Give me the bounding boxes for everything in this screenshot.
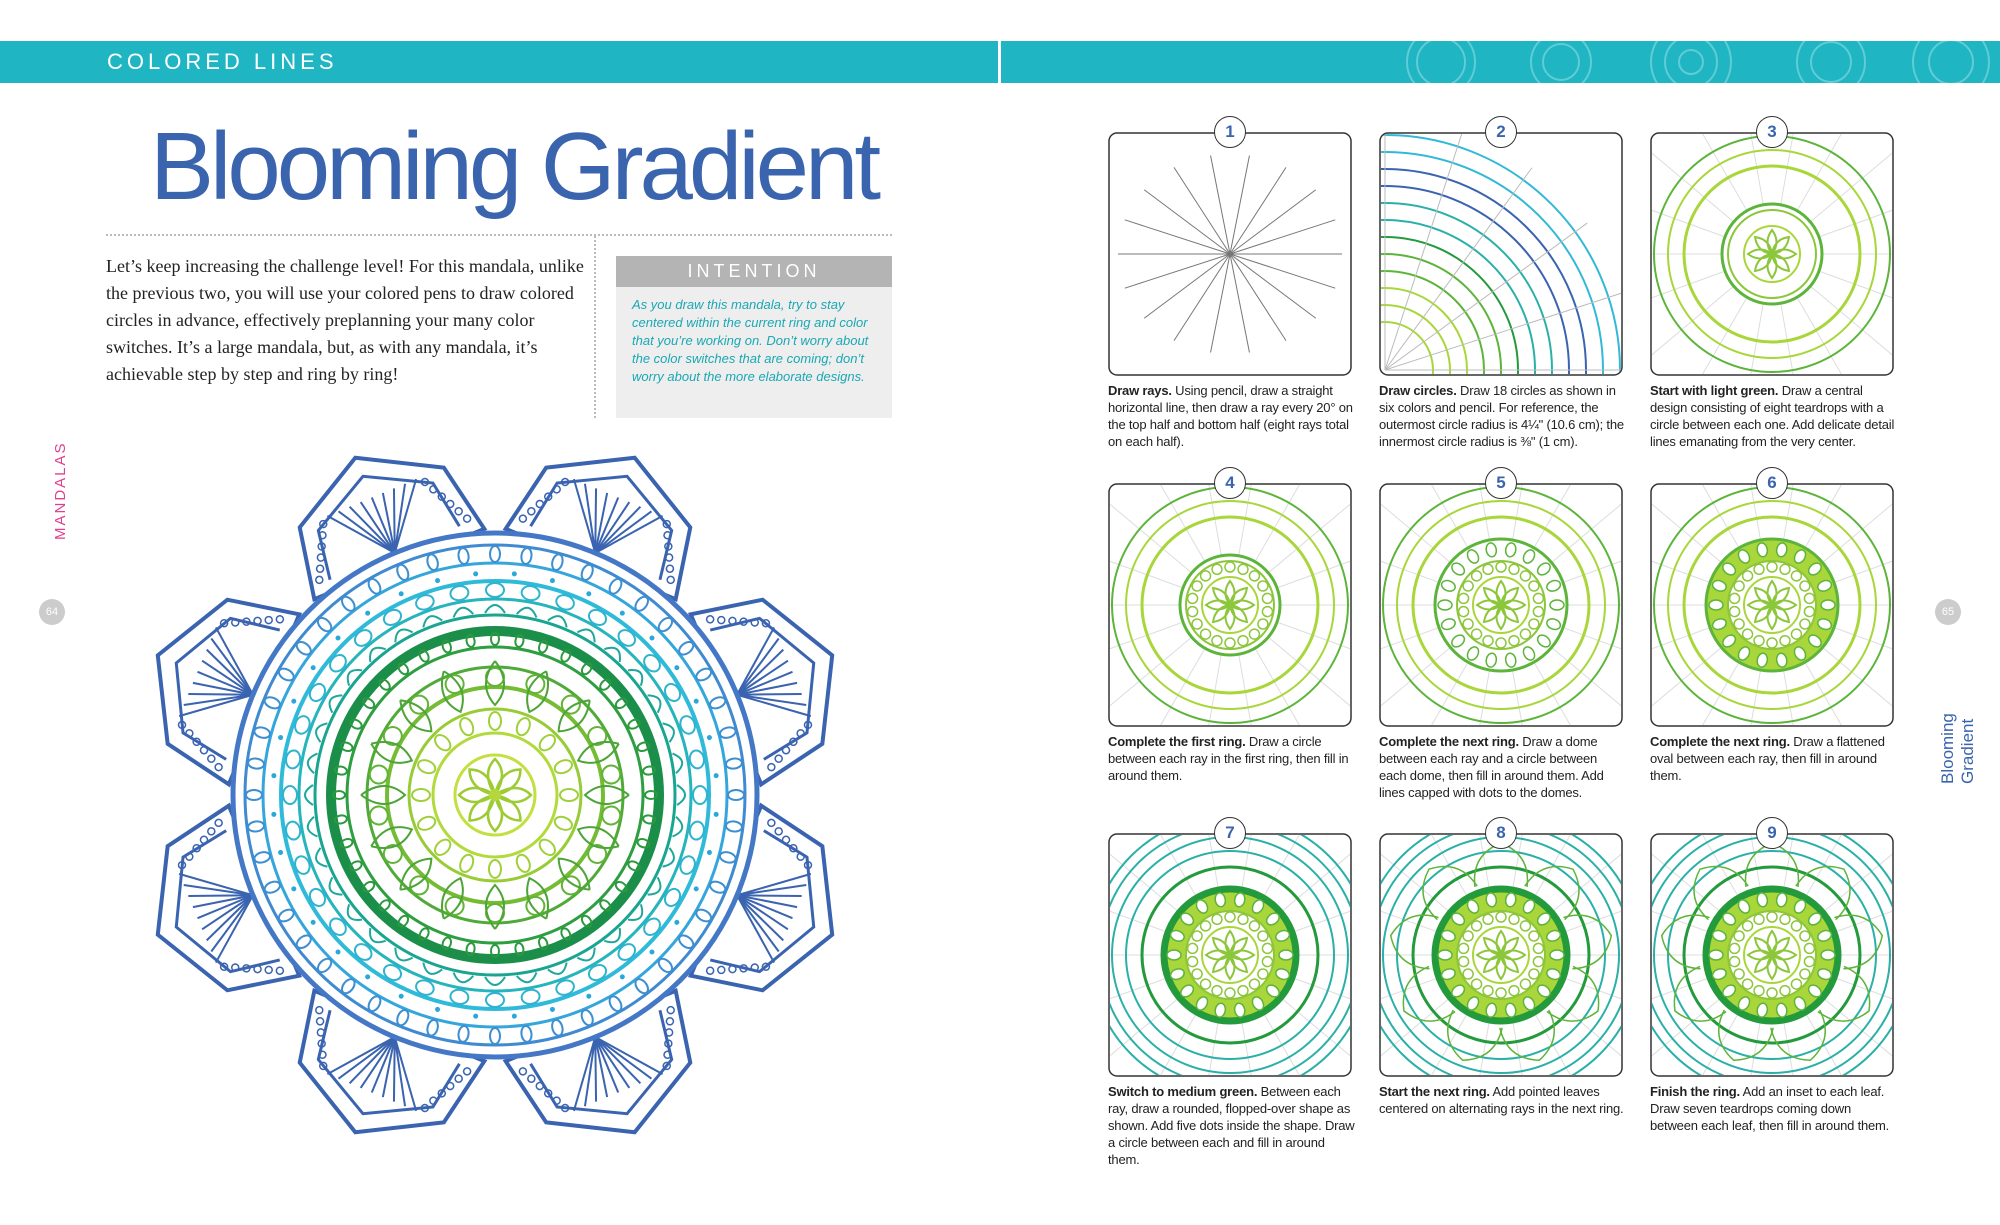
step-caption-text: Add an inset to each leaf. Draw seven teardrops coming down between each leaf, then fill in around them. [1650,1084,1890,1133]
step-caption-text: Draw a flattened oval between each ray, then fill in around them. [1650,734,1885,783]
mandala-pattern-icon [1001,41,2000,83]
step-caption [1108,382,1356,450]
step-caption-title: Draw circles. [1379,383,1457,398]
side-label-left: MANDALAS [52,441,69,540]
step-caption-text: Draw a dome between each ray and a circle between each dome, then fill in around them. Add lines capped with dots to the domes. [1379,734,1604,800]
intro-paragraph: Let’s keep increasing the challenge level! For this mandala, unlike the previous two, you will use your colored pens to draw colored circles in advance, effectively preplanning your many color switches. It’s a large mandala, but, as with any mandala, it’s achievable step by step and ring by ring! [106,256,584,384]
step-caption-title: Complete the next ring. [1650,734,1790,749]
step-caption [1650,1083,1898,1134]
step-caption [1379,382,1627,450]
step-caption-text: Using pencil, draw a straight horizontal line, then draw a ray every 20° on the top half and bottom half (eight rays total on each half). [1108,383,1353,449]
step-panel [1650,483,1894,727]
step-caption-title: Complete the next ring. [1379,734,1519,749]
step-panel [1650,132,1894,376]
intention-text: As you draw this mandala, try to stay centered within the current ring and color that you’re working on. Don’t worry about the color switches that are coming; don’t worry about the more elaborate designs. [632,297,869,384]
step-caption-text: Between each ray, draw a rounded, flopped-over shape as shown. Add five dots inside the shape. Draw a circle between each and fill in around them. [1108,1084,1355,1167]
step-number-badge: 8 [1485,817,1517,849]
step-panel [1650,833,1894,1077]
mandala-illustration [125,425,865,1165]
step-number-badge: 2 [1485,116,1517,148]
step-caption-text: Draw 18 circles as shown in six colors and pencil. For reference, the outermost circle radius is 4¼" (10.6 cm); the innermost circle radius is ⅜" (1 cm). [1379,383,1624,449]
step-caption [1379,733,1627,801]
step-caption [1650,733,1898,784]
page-number-right: 65 [1935,599,1961,625]
column-divider [594,236,596,418]
step-caption-title: Switch to medium green. [1108,1084,1258,1099]
step-panel [1108,483,1352,727]
step-number-badge: 7 [1214,817,1246,849]
step-caption [1650,382,1898,450]
step-panel [1108,132,1352,376]
step-panel [1379,833,1623,1077]
step-caption-title: Draw rays. [1108,383,1172,398]
intention-heading: INTENTION [616,256,892,287]
page-title: Blooming Gradient [150,113,878,220]
side-label-right: Blooming Gradient [1938,713,1977,784]
step-panel [1379,132,1623,376]
step-caption-title: Start with light green. [1650,383,1779,398]
step-caption-title: Finish the ring. [1650,1084,1740,1099]
step-caption-text: Draw a circle between each ray in the first ring, then fill in around them. [1108,734,1349,783]
step-caption-text: Draw a central design consisting of eight teardrops with a circle between each one. Add delicate detail lines emanating from the very center. [1650,383,1895,449]
step-number-badge: 3 [1756,116,1788,148]
section-title: COLORED LINES [107,49,338,74]
step-number-badge: 5 [1485,467,1517,499]
header-band-right [1001,41,2000,83]
step-caption [1379,1083,1627,1117]
step-number-badge: 4 [1214,467,1246,499]
step-number-badge: 9 [1756,817,1788,849]
step-number-badge: 1 [1214,116,1246,148]
step-panel [1108,833,1352,1077]
step-caption-title: Start the next ring. [1379,1084,1490,1099]
step-number-badge: 6 [1756,467,1788,499]
page-number-left: 64 [39,599,65,625]
step-caption-text: Add pointed leaves centered on alternating rays in the next ring. [1379,1084,1624,1116]
step-caption [1108,733,1356,784]
title-divider [106,234,892,236]
step-caption [1108,1083,1356,1168]
step-caption-title: Complete the first ring. [1108,734,1246,749]
step-panel [1379,483,1623,727]
